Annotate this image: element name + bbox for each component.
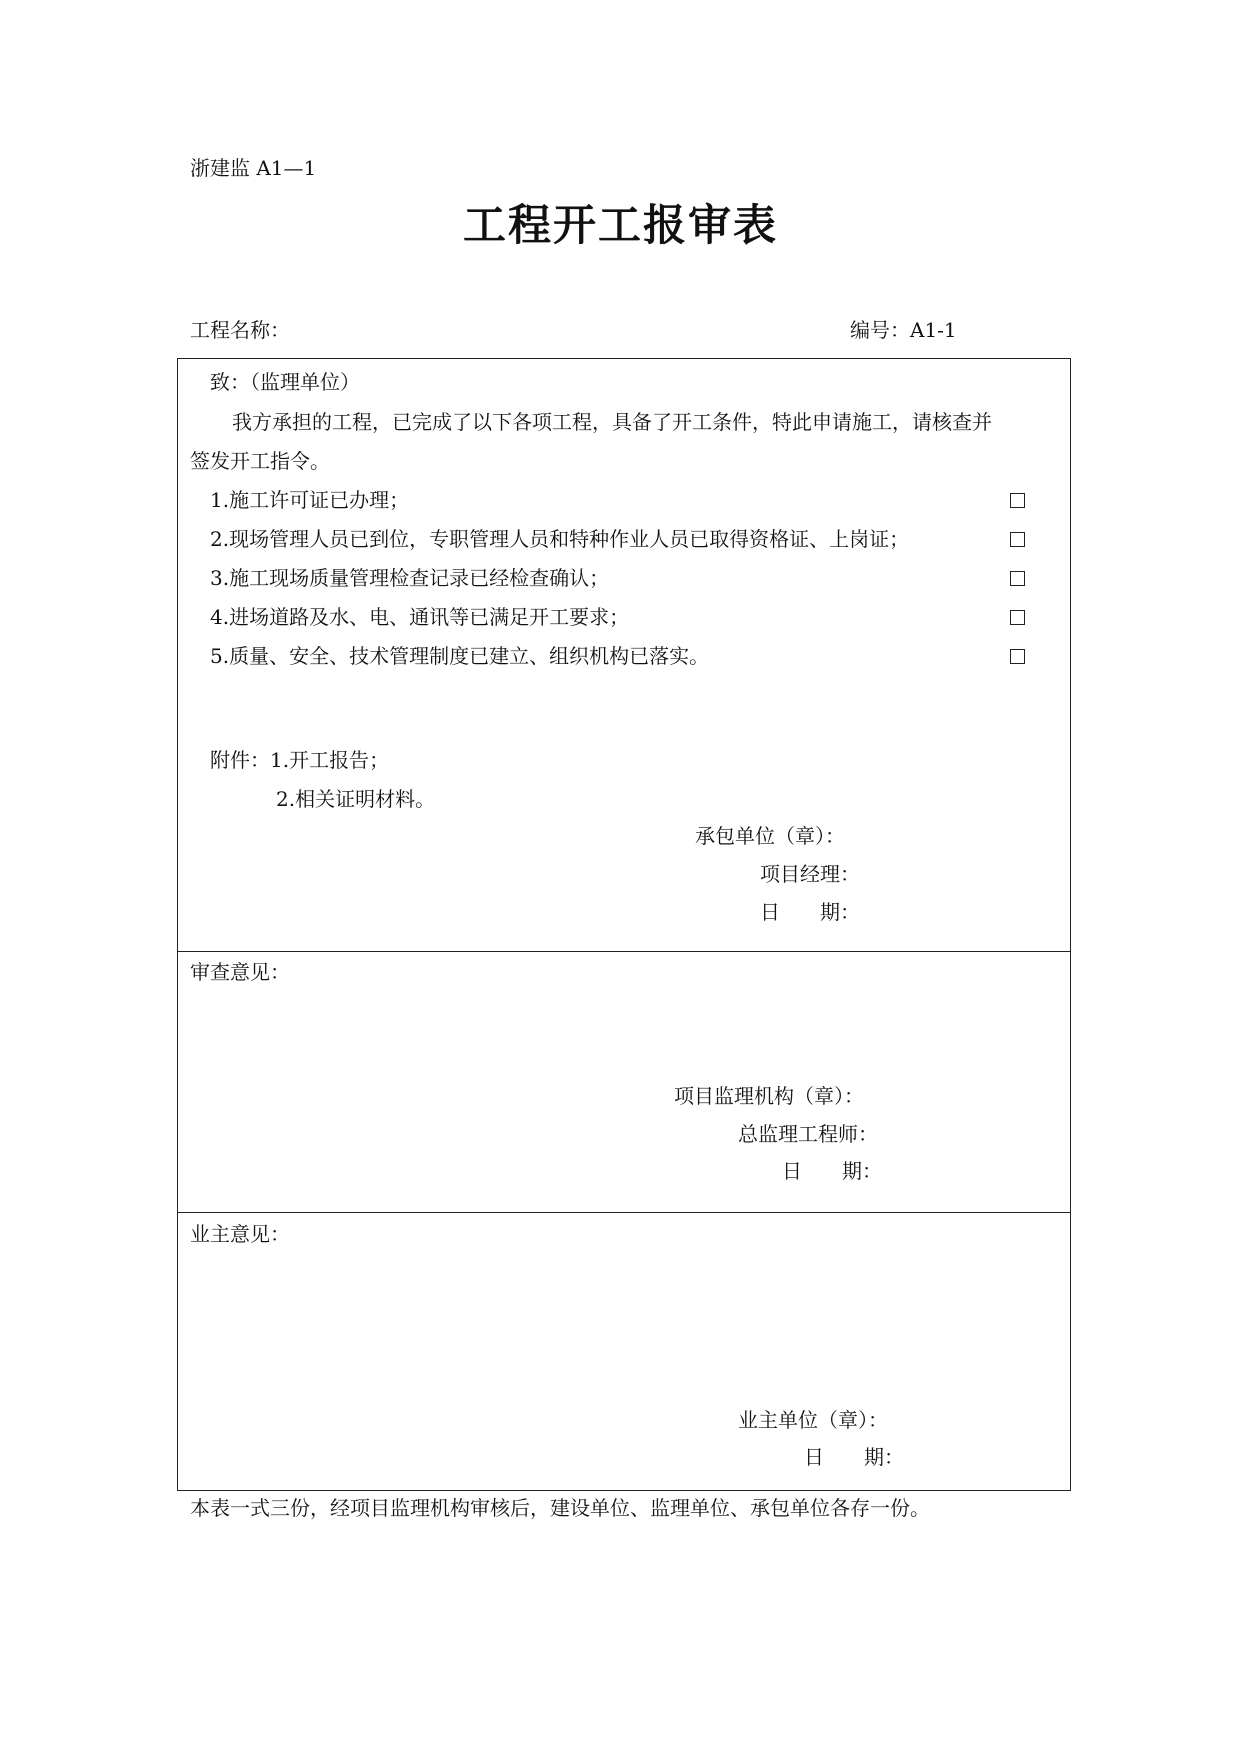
contractor-seal-label: 承包单位（章）：	[695, 824, 845, 848]
review-section	[177, 951, 1071, 1213]
application-date-label: 日 期：	[760, 900, 860, 924]
project-name-label: 工程名称：	[190, 318, 290, 342]
project-manager-label: 项目经理：	[760, 862, 860, 886]
owner-opinion-label: 业主意见：	[190, 1222, 290, 1246]
form-code: 浙建监 A1—1	[190, 156, 317, 180]
application-body-line-1: 我方承担的工程，已完成了以下各项工程，具备了开工条件，特此申请施工，请核查并	[232, 410, 992, 434]
checkbox-item-3[interactable]	[1010, 571, 1025, 586]
owner-section	[177, 1212, 1071, 1491]
review-opinion-label: 审查意见：	[190, 960, 290, 984]
checkbox-item-1[interactable]	[1010, 493, 1025, 508]
owner-seal-label: 业主单位（章）：	[738, 1408, 888, 1432]
attachments-label: 附件：1.开工报告；	[210, 748, 390, 772]
application-body-line-2: 签发开工指令。	[190, 449, 330, 473]
to-line: 致：（监理单位）	[210, 370, 360, 394]
attachment-2: 2.相关证明材料。	[276, 787, 436, 811]
supervision-seal-label: 项目监理机构（章）：	[674, 1084, 864, 1108]
footer-note: 本表一式三份，经项目监理机构审核后，建设单位、监理单位、承包单位各存一份。	[190, 1496, 930, 1520]
page-title: 工程开工报审表	[463, 201, 778, 251]
checklist-item-1: 1.施工许可证已办理；	[210, 488, 410, 512]
checkbox-item-4[interactable]	[1010, 610, 1025, 625]
checkbox-item-5[interactable]	[1010, 649, 1025, 664]
form-number: 编号：A1-1	[850, 318, 957, 342]
review-date-label: 日 期：	[782, 1159, 882, 1183]
checklist-item-4: 4.进场道路及水、电、通讯等已满足开工要求；	[210, 605, 630, 629]
checkbox-item-2[interactable]	[1010, 532, 1025, 547]
checklist-item-3: 3.施工现场质量管理检查记录已经检查确认；	[210, 566, 610, 590]
checklist-item-2: 2.现场管理人员已到位，专职管理人员和特种作业人员已取得资格证、上岗证；	[210, 527, 910, 551]
checklist-item-5: 5.质量、安全、技术管理制度已建立、组织机构已落实。	[210, 644, 710, 668]
owner-date-label: 日 期：	[804, 1445, 904, 1469]
chief-engineer-label: 总监理工程师：	[738, 1122, 878, 1146]
